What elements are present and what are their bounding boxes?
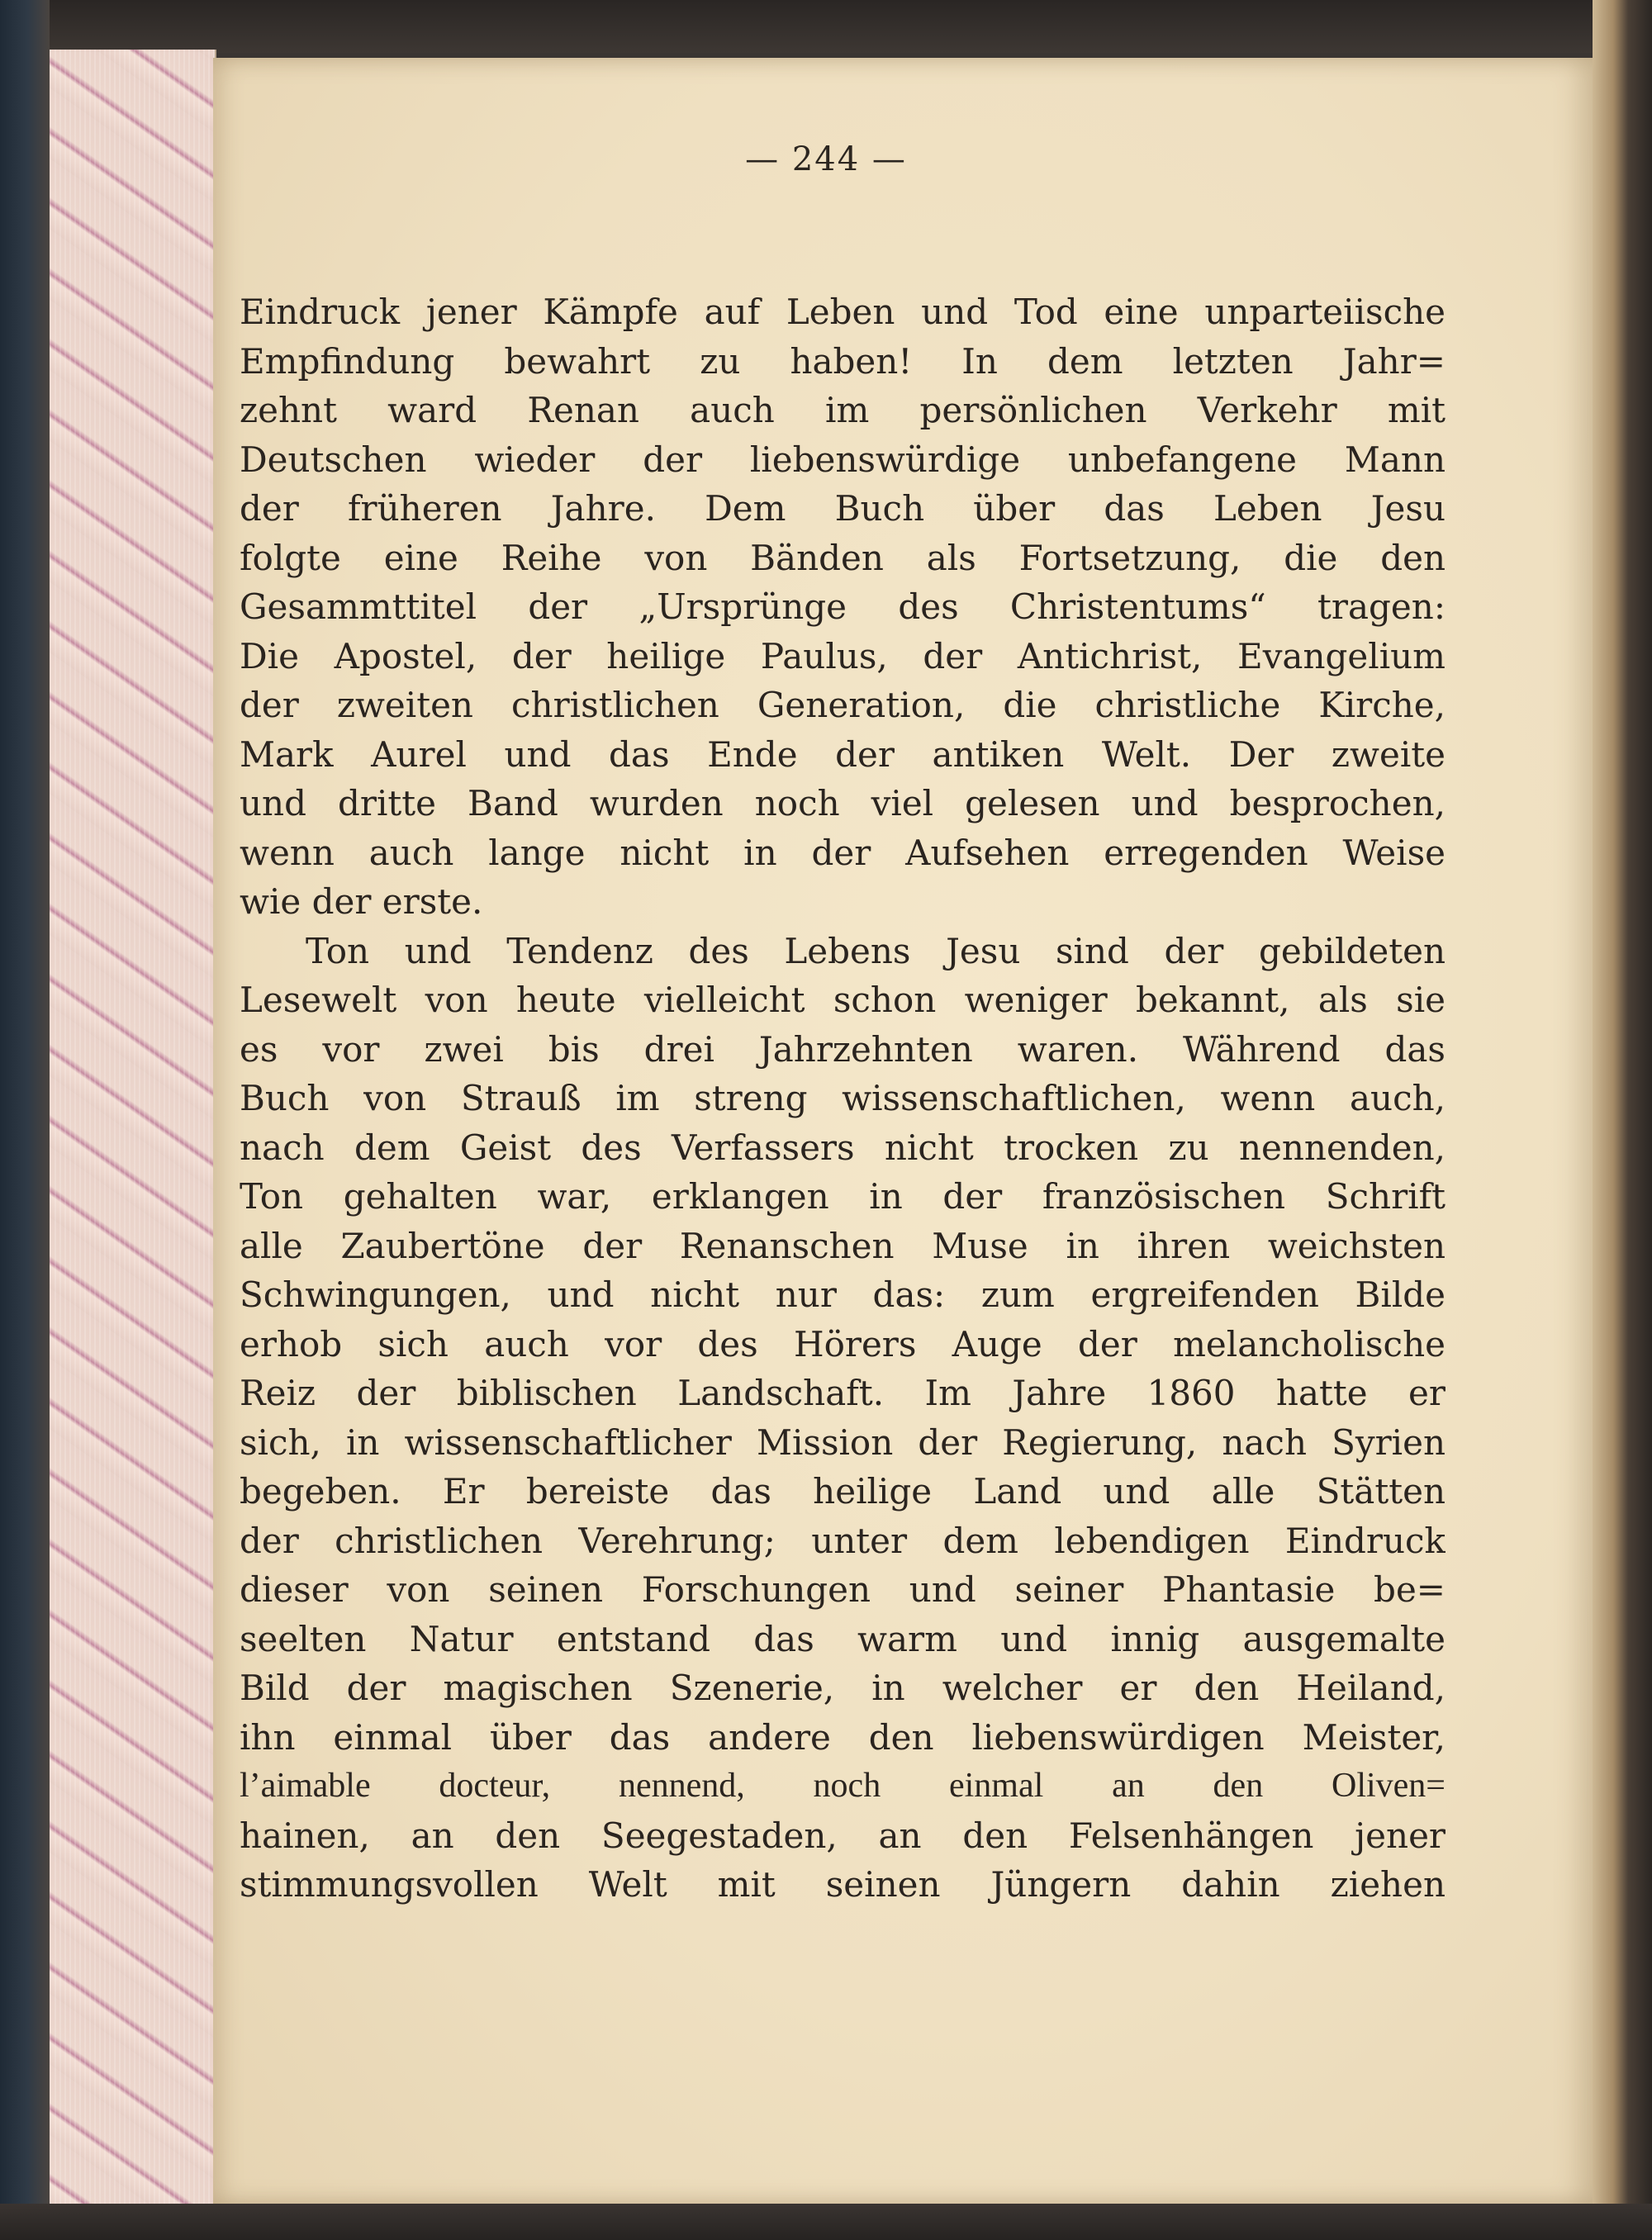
text-line-paragraph-start: Ton und Tendenz des Lebens Jesu sind der gebildeten — [306, 930, 1446, 971]
book-cover-left — [0, 0, 50, 2240]
text-line: Ton gehalten war, erklangen in der französischen Schrift — [240, 1176, 1446, 1217]
text-line: hainen, an den Seegestaden, an den Felsenhängen jener — [240, 1815, 1446, 1856]
text-line: sich, in wissenschaftlicher Mission der Regierung, nach Syrien — [240, 1421, 1446, 1463]
text-line: erhob sich auch vor des Hörers Auge der melancholische — [240, 1323, 1446, 1364]
scan-background-bottom — [0, 2204, 1652, 2240]
text-line: Bild der magischen Szenerie, in welcher er den Heiland, — [240, 1668, 1446, 1708]
marbled-page-edges — [50, 50, 216, 2205]
text-line: der christlichen Verehrung; unter dem lebendigen Eindruck — [240, 1520, 1446, 1561]
text-line: Eindruck jener Kämpfe auf Leben und Tod eine unparteiische — [240, 292, 1446, 332]
page-number: — 244 — — [745, 140, 907, 178]
text-line: stimmungsvollen Welt mit seinen Jüngern dahin ziehen — [240, 1864, 1446, 1905]
text-line: es vor zwei bis drei Jahrzehnten waren. Während das — [240, 1028, 1446, 1070]
text-line: alle Zaubertöne der Renanschen Muse in ihren weichsten — [240, 1225, 1446, 1266]
text-line: l’aimable docteur, nennend, noch einmal an den Oliven= — [240, 1767, 1446, 1805]
text-line: Mark Aurel und das Ende der antiken Welt. Der zweite — [240, 733, 1446, 775]
text-line: ihn einmal über das andere den liebenswürdigen Meister, — [240, 1716, 1446, 1758]
text-line: Buch von Strauß im streng wissenschaftlichen, wenn auch, — [240, 1078, 1446, 1118]
text-line: zehnt ward Renan auch im persönlichen Verkehr mit — [240, 390, 1446, 430]
text-line: Empfindung bewahrt zu haben! In dem letzten Jahr= — [240, 340, 1446, 382]
text-line: Die Apostel, der heilige Paulus, der Antichrist, Evangelium — [240, 635, 1446, 676]
text-line: Deutschen wieder der liebenswürdige unbefangene Mann — [240, 439, 1446, 480]
text-line: Reiz der biblischen Landschaft. Im Jahre 1860 hatte er — [240, 1373, 1446, 1413]
body-text — [240, 287, 1446, 1910]
text-line: dieser von seinen Forschungen und seiner Phantasie be= — [240, 1569, 1446, 1610]
text-line: und dritte Band wurden noch viel gelesen und besprochen, — [240, 783, 1446, 823]
text-line: folgte eine Reihe von Bänden als Fortsetzung, die den — [240, 537, 1446, 578]
text-line: der zweiten christlichen Generation, die christliche Kirche, — [240, 685, 1446, 725]
text-line: Lesewelt von heute vielleicht schon weniger bekannt, als sie — [240, 980, 1446, 1020]
text-line-paragraph-end: wie der erste. — [240, 881, 483, 922]
text-line: der früheren Jahre. Dem Buch über das Leben Jesu — [240, 488, 1446, 529]
text-line: Gesammttitel der „Ursprünge des Christentums“ tragen: — [240, 586, 1446, 627]
text-line: seelten Natur entstand das warm und innig ausgemalte — [240, 1618, 1446, 1659]
book-cover-right — [1593, 0, 1652, 2240]
text-line: Schwingungen, und nicht nur das: zum ergreifenden Bilde — [240, 1274, 1446, 1315]
text-line: nach dem Geist des Verfassers nicht trocken zu nennenden, — [240, 1127, 1446, 1168]
text-line: begeben. Er bereiste das heilige Land und alle Stätten — [240, 1471, 1446, 1512]
scan-background-top — [0, 0, 1652, 53]
text-line: wenn auch lange nicht in der Aufsehen erregenden Weise — [240, 832, 1446, 873]
